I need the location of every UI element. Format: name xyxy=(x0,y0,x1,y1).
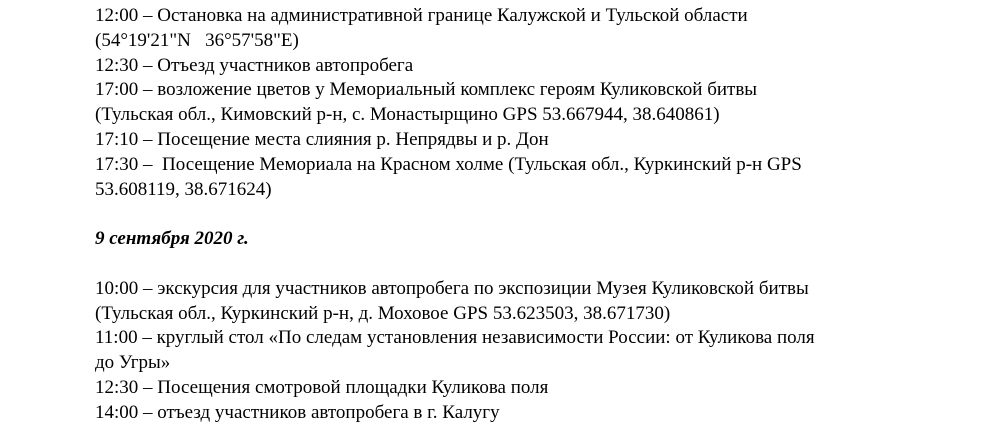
date-heading: 9 сентября 2020 г. xyxy=(95,228,249,250)
schedule-line: 53.608119, 38.671624) xyxy=(95,178,272,200)
schedule-line: 14:00 – отъезд участников автопробега в г. Калугу xyxy=(95,401,500,423)
blank-line xyxy=(95,202,955,227)
schedule-line: 11:00 – круглый стол «По следам установления независимости России: от Куликова поля xyxy=(95,327,815,349)
schedule-line: 12:30 – Отъезд участников автопробега xyxy=(95,54,414,76)
document-body xyxy=(95,4,955,426)
schedule-line: 17:10 – Посещение места слияния р. Непрядвы и р. Дон xyxy=(95,128,549,150)
schedule-line: 12:00 – Остановка на административной границе Калужской и Тульской области xyxy=(95,5,748,26)
schedule-line: до Угры» xyxy=(95,352,171,374)
schedule-line: 12:30 – Посещения смотровой площадки Куликова поля xyxy=(95,376,549,398)
schedule-line: (Тульская обл., Кимовский р-н, с. Монастырщино GPS 53.667944, 38.640861) xyxy=(95,104,720,126)
schedule-line: 17:00 – возложение цветов у Мемориальный комплекс героям Куликовской битвы xyxy=(95,79,758,101)
schedule-line: 10:00 – экскурсия для участников автопробега по экспозиции Музея Куликовской битвы xyxy=(95,277,809,299)
schedule-line: (Тульская обл., Куркинский р-н, д. Моховое GPS 53.623503, 38.671730) xyxy=(95,302,671,324)
schedule-line: 17:30 – Посещение Мемориала на Красном холме (Тульская обл., Куркинский р-н GPS xyxy=(95,153,802,175)
blank-line xyxy=(95,252,955,277)
schedule-line: (54°19'21"N 36°57'58"E) xyxy=(95,29,299,51)
